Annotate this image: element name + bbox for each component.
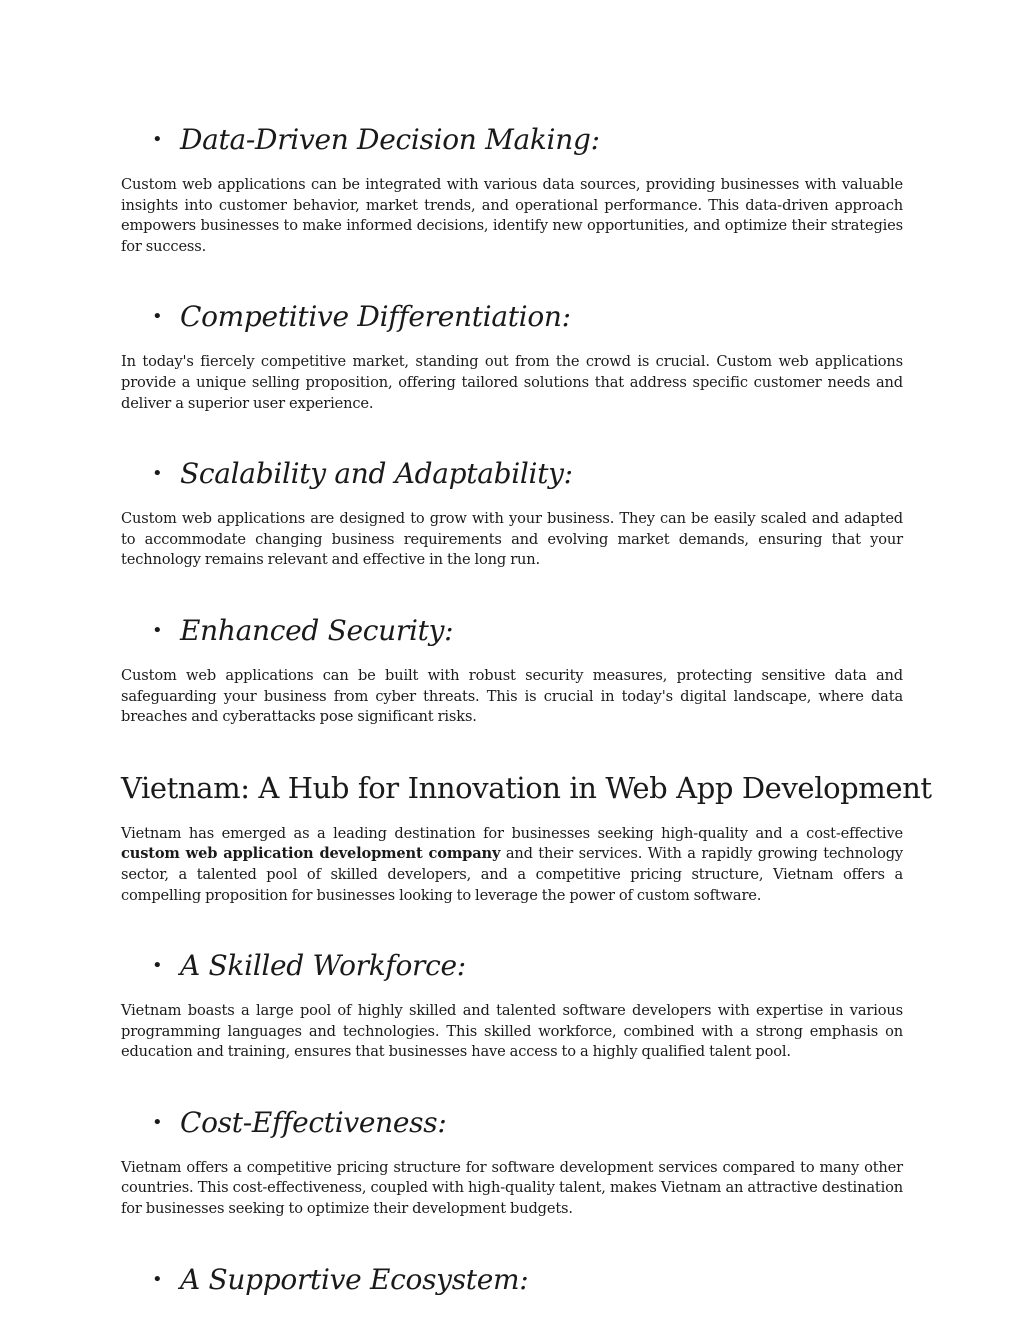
- heading-text: A Skilled Workforce:: [180, 949, 466, 983]
- heading-text: Scalability and Adaptability:: [180, 457, 573, 491]
- bullet-icon: •: [152, 306, 163, 328]
- heading-data-driven-decision-making: [121, 118, 903, 162]
- heading-scalability-adaptability: [121, 452, 903, 496]
- paragraph-scalability: Custom web applications are designed to grow with your business. They can be easily scaled and adapted to accommodate changing business requirements and evolving market demands, ensuring that your technology remains relevant and effective in the long run.: [121, 510, 903, 569]
- intro-text-before: Vietnam has emerged as a leading destination for businesses seeking high-quality and a cost-effective: [121, 824, 903, 842]
- paragraph-vietnam-intro: [121, 824, 903, 906]
- intro-bold-link-text: custom web application development company: [121, 845, 501, 863]
- bullet-icon: •: [152, 619, 163, 641]
- bullet-icon: •: [152, 1268, 163, 1290]
- heading-competitive-differentiation: [121, 295, 903, 339]
- heading-cost-effectiveness: [121, 1101, 903, 1145]
- heading-text: Data-Driven Decision Making:: [180, 123, 600, 156]
- bullet-icon: •: [152, 463, 163, 485]
- document-page: [121, 118, 932, 1315]
- heading-text: Cost-Effectiveness:: [180, 1105, 447, 1139]
- paragraph-skilled-workforce: Vietnam boasts a large pool of highly skilled and talented software developers with expertise in various programming languages and technologies. This skilled workforce, combined with a strong emphasis on education and training, ensures that businesses have access to a highly qualified talent pool.: [121, 1002, 903, 1061]
- heading-text: Enhanced Security:: [180, 613, 454, 647]
- paragraph-data-driven: Custom web applications can be integrated with various data sources, providing businesses with valuable insights into customer behavior, market trends, and operational performance. This data-driven approach empowers businesses to make informed decisions, identify new opportunities, and optimize their strategies for success.: [121, 176, 903, 255]
- heading-enhanced-security: [121, 609, 903, 653]
- section-title-vietnam: Vietnam: A Hub for Innovation in Web App Development: [121, 770, 932, 805]
- bullet-icon: •: [152, 129, 163, 150]
- heading-skilled-workforce: [121, 944, 903, 988]
- paragraph-security: Custom web applications can be built with robust security measures, protecting sensitive data and safeguarding your business from cyber threats. This is crucial in today's digital landscape, where data breaches and cyberattacks pose significant risks.: [121, 666, 903, 726]
- intro-text-after: and their services. With a rapidly growing technology sector, a talented pool of skilled developers, and a competitive pricing structure, Vietnam offers a compelling proposition for businesses looking to leverage the power of custom software.: [121, 845, 903, 904]
- paragraph-competitive: In today's fiercely competitive market, standing out from the crowd is crucial. Custom web applications provide a unique selling proposition, offering tailored solutions that address specific customer needs and deliver a superior user experience.: [121, 353, 903, 412]
- heading-supportive-ecosystem: [121, 1258, 903, 1302]
- heading-text: A Supportive Ecosystem:: [180, 1262, 529, 1296]
- bullet-icon: •: [152, 955, 163, 977]
- paragraph-cost-effectiveness: Vietnam offers a competitive pricing structure for software development services compared to many other countries. This cost-effectiveness, coupled with high-quality talent, makes Vietnam an attractive destination for businesses seeking to optimize their development budgets.: [121, 1158, 903, 1218]
- heading-text: Competitive Differentiation:: [180, 300, 571, 334]
- bullet-icon: •: [152, 1111, 163, 1133]
